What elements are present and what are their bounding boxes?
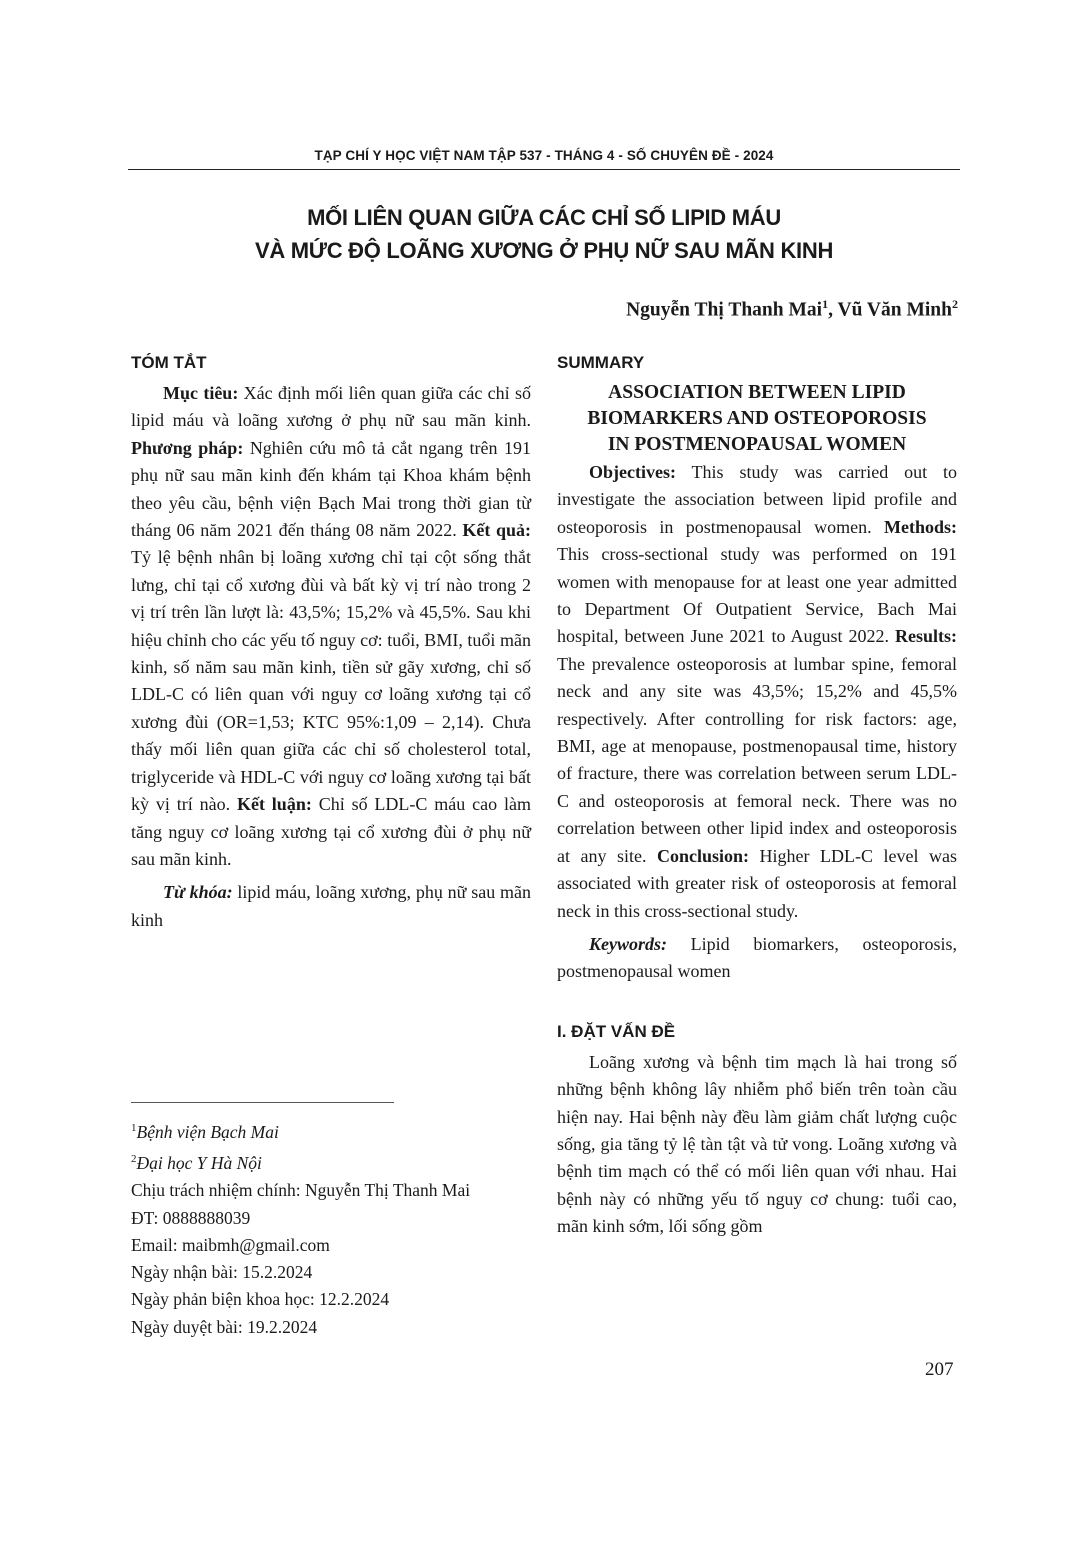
email: Email: maibmh@gmail.com <box>131 1234 330 1255</box>
conclusion-label-vi: Kết luận: <box>236 794 312 815</box>
method-label-vi: Phương pháp: <box>131 437 244 458</box>
affiliation-2: $^2$Đại học Y Hà Nội <box>131 1152 262 1173</box>
method-text-en: This cross-sectional study was performed on 191 women with menopause for at least one year admitted to Department Of Outpatient Service, Bach Mai hospital, between June 2021 to August 2022. <box>557 544 957 647</box>
author-list <box>626 297 958 322</box>
keywords-vi <box>131 879 531 934</box>
abstract-heading-en: SUMMARY <box>557 353 645 372</box>
abstract-body-vi <box>131 380 531 873</box>
author-2: Vũ Văn Minh <box>837 299 952 321</box>
footnotes <box>131 1115 531 1341</box>
objective-label-en: Objectives: <box>589 462 676 482</box>
objective-label-vi: Mục tiêu: <box>163 383 239 403</box>
keywords-text-vi: lipid máu, loãng xương, phụ nữ sau mãn kinh <box>131 882 531 930</box>
keywords-text-en: Lipid biomarkers, osteoporosis, postmenopausal women <box>557 933 957 982</box>
article-title <box>128 201 960 267</box>
keywords-en <box>557 931 957 986</box>
result-text-en: The prevalence osteoporosis at lumbar spine, femoral neck and any site was 43,5%; 15,2% and 45,5% respectively. After controlling for risk factors: age, BMI, age at menopause, postmenopausal time, history of fracture, there was correlation between serum LDL-C and osteoporosis at femoral neck. There was no correlation between other lipid index and osteoporosis at any site. <box>557 653 957 866</box>
header-rule <box>128 169 960 170</box>
footnote-rule <box>131 1102 394 1103</box>
method-text-vi: Nghiên cứu mô tả cắt ngang trên 191 phụ nữ sau mãn kinh đến khám tại Khoa khám bệnh theo yêu cầu, bệnh viện Bạch Mai trong thời gian từ tháng 06 năm 2021 đến tháng 08 năm 2022. <box>131 437 531 541</box>
phone: ĐT: 0888888039 <box>131 1207 251 1228</box>
received-date: Ngày nhận bài: 15.2.2024 <box>131 1262 313 1283</box>
author-2-affiliation: 2 <box>952 297 958 311</box>
author-separator: , <box>828 299 838 321</box>
abstract-heading-vi: TÓM TẮT <box>131 353 207 372</box>
title-line-1: MỐI LIÊN QUAN GIỮA CÁC CHỈ SỐ LIPID MÁU <box>307 205 781 230</box>
review-date: Ngày phản biện khoa học: 12.2.2024 <box>131 1289 390 1310</box>
keywords-label-vi: Từ khóa: <box>163 882 233 903</box>
english-title-line-1: ASSOCIATION BETWEEN LIPID <box>608 382 906 403</box>
author-1: Nguyễn Thị Thanh Mai <box>626 299 823 321</box>
introduction-text: Loãng xương và bệnh tim mạch là hai trong số những bệnh không lây nhiễm phổ biến trên toàn cầu hiện nay. Hai bệnh này đều làm giảm chất lượng cuộc sống, gia tăng tỷ lệ tàn tật và tử vong. Loãng xương và bệnh tim mạch có thể có mối liên quan với nhau. Hai bệnh này có những yếu tố nguy cơ chung: tuổi cao, mãn kinh sớm, lối sống gồm <box>557 1051 957 1237</box>
objective-text-vi: Xác định mối liên quan giữa các chỉ số lipid máu và loãng xương ở phụ nữ sau mãn kinh. <box>131 383 532 431</box>
keywords-label-en: Keywords: <box>589 933 667 954</box>
author-1-affiliation: 1 <box>822 297 829 311</box>
introduction-heading: I. ĐẶT VẤN ĐỀ <box>557 1021 676 1041</box>
journal-header: TẠP CHÍ Y HỌC VIỆT NAM TẬP 537 - THÁNG 4 - SỐ CHUYÊN ĐỀ - 2024 <box>314 148 774 163</box>
english-title-line-2: BIOMARKERS AND OSTEOPOROSIS <box>587 408 927 429</box>
vietnamese-abstract <box>131 349 531 934</box>
abstract-body-en <box>557 459 957 925</box>
accepted-date: Ngày duyệt bài: 19.2.2024 <box>131 1316 318 1337</box>
conclusion-text-en: Higher LDL-C level was associated with greater risk of osteoporosis at femoral neck in this cross-sectional study. <box>557 845 957 921</box>
corresponding-author: Chịu trách nhiệm chính: Nguyễn Thị Thanh Mai <box>131 1180 471 1201</box>
result-text-vi: Tỷ lệ bệnh nhân bị loãng xương chỉ tại cột sống thắt lưng, chỉ tại cổ xương đùi và bất kỳ vị trí nào trong 2 vị trí trên lần lượt là: 43,5%; 15,2% và 45,5%. Sau khi hiệu chỉnh cho các yếu tố nguy cơ: tuổi, BMI, tuổi mãn kinh, số năm sau mãn kinh, tiền sử gãy xương, chỉ số LDL-C có liên quan với nguy cơ loãng xương tại cổ xương đùi (OR=1,53; KTC 95%:1,09 – 2,14). Chưa thấy mối liên quan giữa các chỉ số cholesterol total, triglyceride và HDL-C với nguy cơ loãng xương tại bất kỳ vị trí nào. <box>131 547 531 815</box>
affiliation-1: $^1$Bệnh viện Bạch Mai <box>131 1121 279 1142</box>
english-title <box>557 380 957 458</box>
result-label-vi: Kết quả: <box>462 520 531 541</box>
conclusion-label-en: Conclusion: <box>657 845 750 866</box>
english-abstract-and-intro <box>557 349 957 1241</box>
result-label-en: Results: <box>895 626 957 647</box>
objective-text-en: This study was carried out to investigate the association between lipid profile and osteoporosis in postmenopausal women. <box>557 462 957 537</box>
title-line-2: VÀ MỨC ĐỘ LOÃNG XƯƠNG Ở PHỤ NỮ SAU MÃN KINH <box>254 238 834 263</box>
method-label-en: Methods: <box>884 516 957 537</box>
page-number: 207 <box>925 1359 954 1380</box>
english-title-line-3: IN POSTMENOPAUSAL WOMEN <box>607 434 907 455</box>
conclusion-text-vi: Chỉ số LDL-C máu cao làm tăng nguy cơ loãng xương tại cổ xương đùi ở phụ nữ sau mãn kinh. <box>131 794 531 869</box>
